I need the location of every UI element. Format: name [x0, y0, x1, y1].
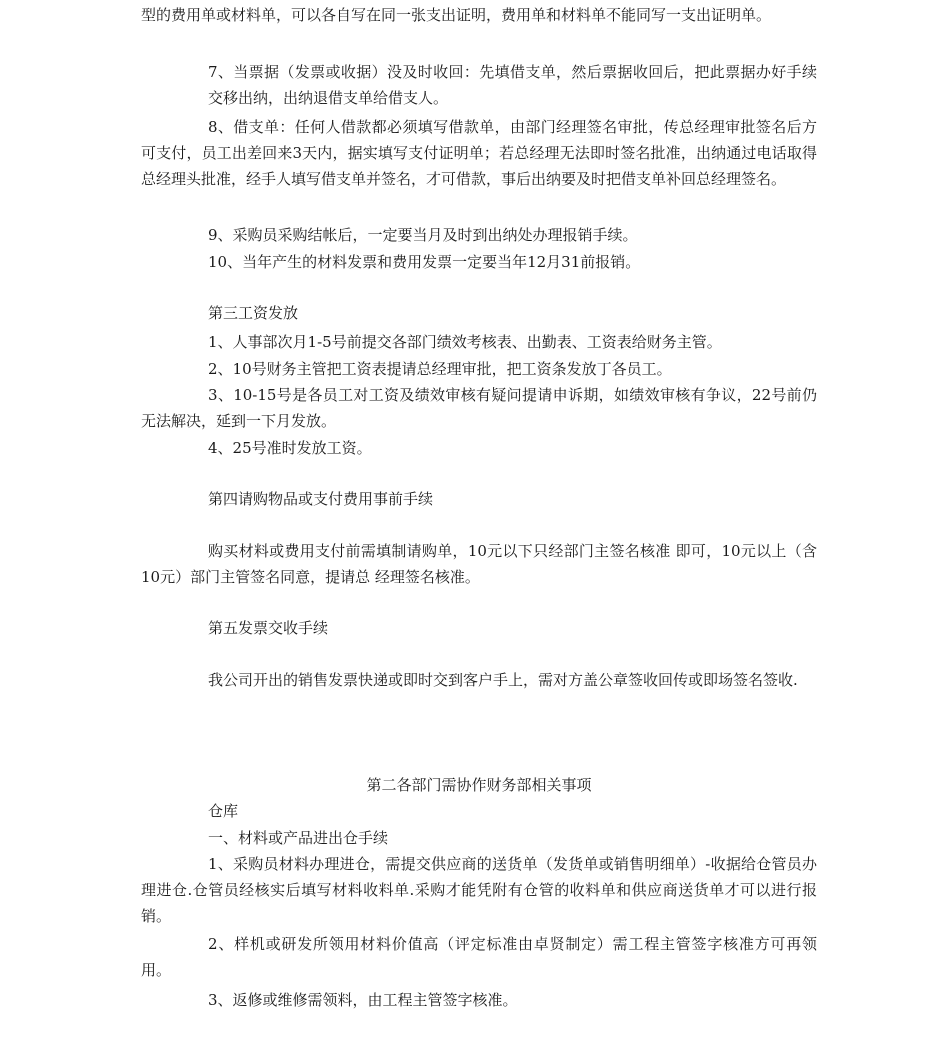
paragraph-item-9: 9、采购员采购结帐后，一定要当月及时到出纳处办理报销手续。 [208, 226, 638, 244]
chapter-title: 第二各部门需协作财务部相关事项 [366, 776, 592, 794]
section-heading-inout: 一、材料或产品进出仓手续 [208, 829, 389, 847]
section-heading-warehouse: 仓库 [208, 802, 239, 820]
paragraph-warehouse-1: 1、采购员材料办理进仓，需提交供应商的送货单（发货单或销售明细单）-收据给仓管员办理进仓.仓管员经核实后填写材料收料单.采购才能凭附有仓管的收料单和供应商送货单才可以进行报销。 [141, 855, 817, 925]
section-heading-invoice: 第五发票交收手续 [208, 619, 329, 637]
paragraph-invoice: 我公司开出的销售发票快递或即时交到客户手上，需对方盖公章签收回传或即场签名签收. [208, 671, 798, 689]
paragraph-salary-4: 4、25号准时发放工资。 [208, 439, 372, 457]
paragraph-salary-2: 2、10号财务主管把工资表提请总经理审批，把工资条发放丁各员工。 [208, 360, 672, 378]
paragraph-item-8: 8、借支单：任何人借款都必须填写借款单，由部门经理签名审批，传总经理审批签名后方可支付，员工出差回来3天内，据实填写支付证明单；若总经理无法即时签名批准，出纳通过电话取得总经理头批准，经手人填写借支单并签名，才可借款，事后出纳要及时把借支单补回总经理签名。 [141, 118, 817, 188]
paragraph-salary-1: 1、人事部次月1-5号前提交各部门绩效考核表、出勤表、工资表给财务主管。 [208, 333, 722, 351]
paragraph-item-10: 10、当年产生的材料发票和费用发票一定要当年12月31前报销。 [208, 253, 641, 271]
paragraph-warehouse-2: 2、样机或研发所领用材料价值高（评定标准由卓贤制定）需工程主管签字核准方可再领用。 [141, 935, 817, 979]
paragraph-purchase: 购买材料或费用支付前需填制请购单，10元以下只经部门主签名核准 即可，10元以上（含10元）部门主管签名同意，提请总 经理签名核准。 [141, 542, 817, 586]
section-heading-purchase: 第四请购物品或支付费用事前手续 [208, 490, 434, 508]
section-heading-salary: 第三工资发放 [208, 304, 299, 322]
paragraph-item-7: 7、当票据（发票或收据）没及时收回：先填借支单，然后票据收回后，把此票据办好手续交移出纳，出纳退借支单给借支人。 [208, 63, 817, 107]
paragraph-salary-3: 3、10-15号是各员工对工资及绩效审核有疑问提请申诉期，如绩效审核有争议，22号前仍无法解决，延到一下月发放。 [141, 386, 817, 430]
paragraph-warehouse-3: 3、返修或维修需领料，由工程主管签字核准。 [208, 991, 518, 1009]
paragraph-continued: 型的费用单或材料单，可以各自写在同一张支出证明，费用单和材料单不能同写一支出证明单。 [141, 6, 772, 24]
